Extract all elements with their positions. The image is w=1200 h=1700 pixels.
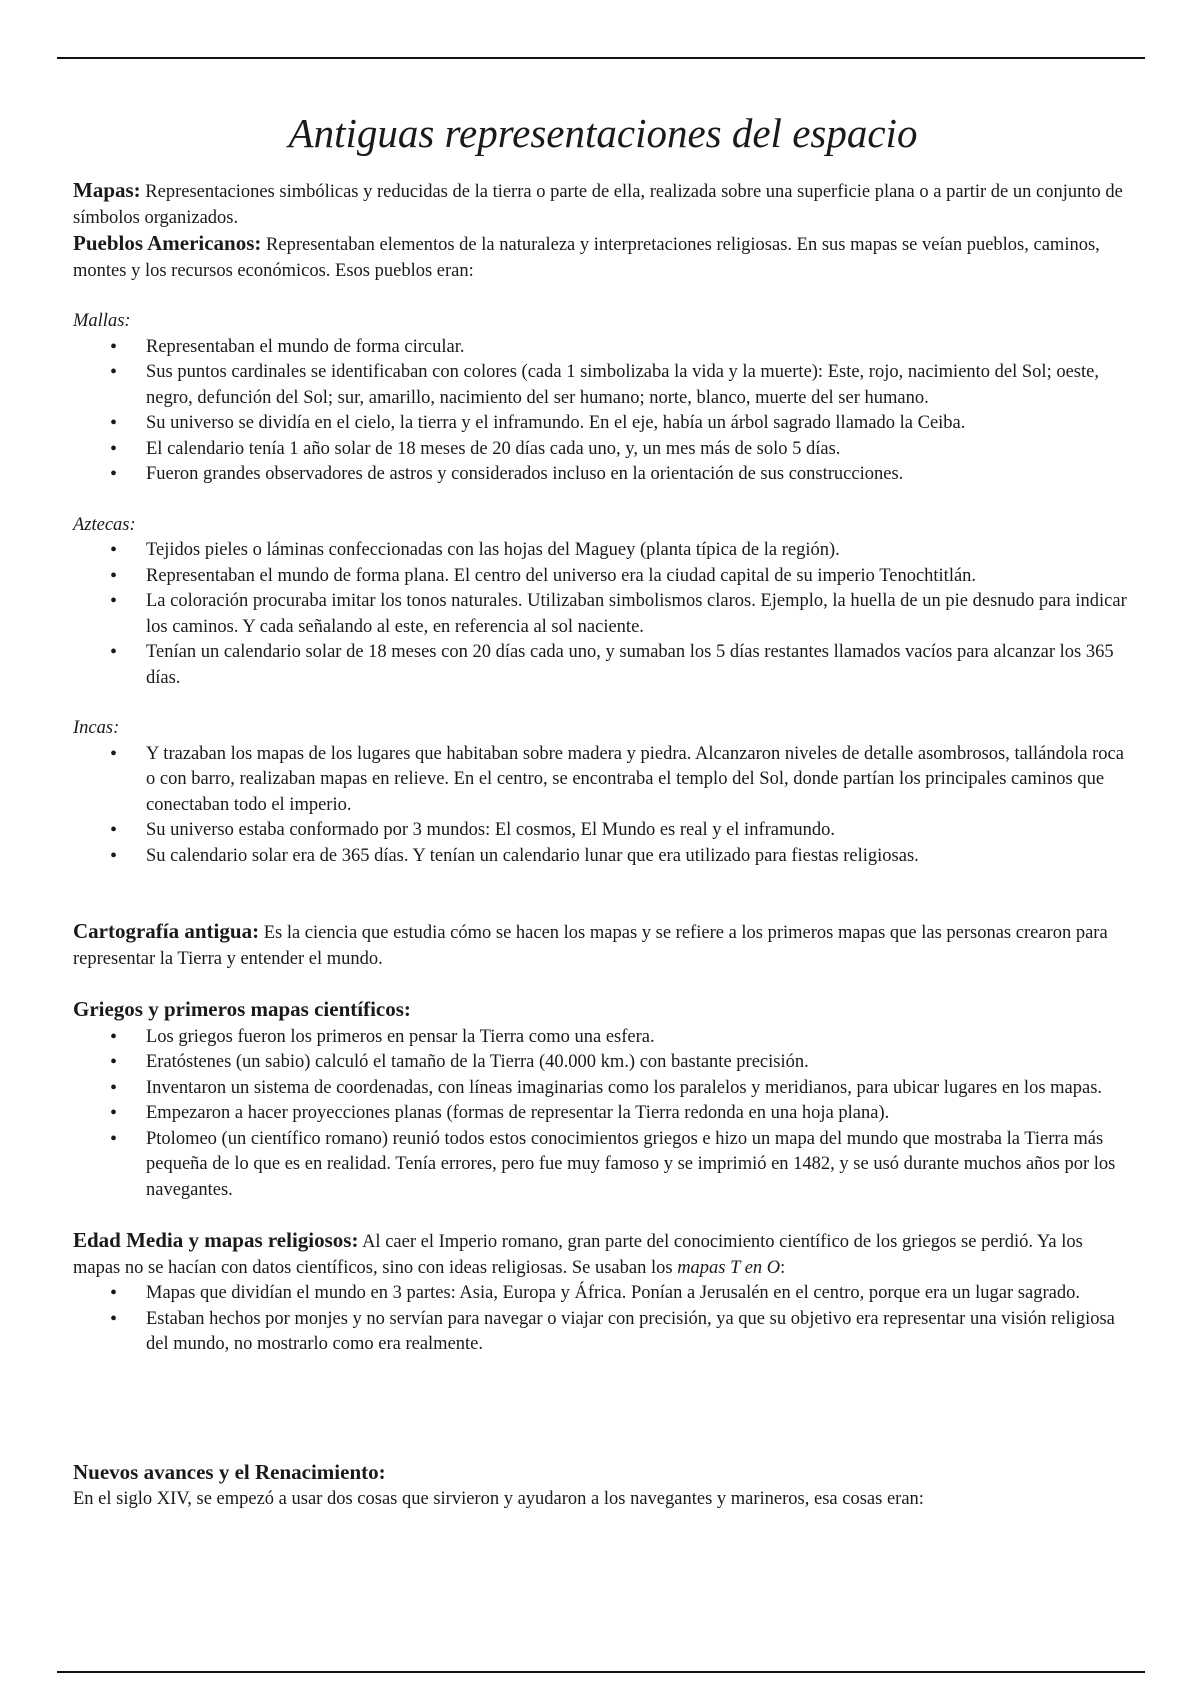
incas-list xyxy=(73,742,1133,870)
list-item: • Los griegos fueron los primeros en pensar la Tierra como una esfera. xyxy=(146,1025,1133,1051)
cartografia-text: Es la ciencia que estudia cómo se hacen los mapas y se refiere a los primeros mapas que las personas crearon para representar la Tierra y entender el mundo. xyxy=(73,923,1108,969)
mapas-t-en-o: mapas T en O xyxy=(677,1257,781,1278)
list-item: • Ptolomeo (un científico romano) reunió todos estos conocimientos griegos e hizo un mapa del mundo que mostraba la Tierra más pequeña de lo que es en realidad. Tenía errores, pero fue muy famoso y se imprimió en 1482, y se usó durante muchos años por los navegantes. xyxy=(146,1127,1133,1204)
mayas-list xyxy=(73,335,1133,488)
spacer xyxy=(73,1358,1133,1460)
spacer xyxy=(73,869,1133,919)
list-item: • Su universo estaba conformado por 3 mundos: El cosmos, El Mundo es real y el inframundo. xyxy=(146,818,1133,844)
cartografia-definition xyxy=(73,919,1133,972)
edad-media-label: Edad Media y mapas religiosos: xyxy=(73,1228,359,1252)
edad-media-list xyxy=(73,1281,1133,1358)
top-rule xyxy=(57,57,1145,59)
renacimiento-text: En el siglo XIV, se empezó a usar dos cosas que sirvieron y ayudaron a los navegantes y marineros, esa cosas eran: xyxy=(73,1489,924,1509)
document-body xyxy=(73,104,1133,1513)
griegos-heading-line xyxy=(73,997,1133,1025)
list-item: • Eratóstenes (un sabio) calculó el tamaño de la Tierra (40.000 km.) con bastante precisión. xyxy=(146,1050,1133,1076)
list-item: • Tejidos pieles o láminas confeccionadas con las hojas del Maguey (planta típica de la región). xyxy=(146,538,1133,564)
renacimiento-heading: Nuevos avances y el Renacimiento: xyxy=(73,1459,386,1484)
edad-media-definition xyxy=(73,1228,1133,1281)
list-item: • Representaban el mundo de forma circular. xyxy=(146,335,1133,361)
cartografia-label: Cartografía antigua: xyxy=(73,919,260,943)
mapas-definition xyxy=(73,178,1133,231)
edad-media-tail: : xyxy=(780,1257,786,1278)
list-item: • Representaban el mundo de forma plana. El centro del universo era la ciudad capital de su imperio Tenochtitlán. xyxy=(146,564,1133,590)
pueblos-americanos-definition xyxy=(73,231,1133,284)
mapas-text: Representaciones simbólicas y reducidas de la tierra o parte de ella, realizada sobre una superficie plana o a partir de un conjunto de símbolos organizados. xyxy=(73,182,1123,228)
renacimiento-heading-line xyxy=(73,1460,1133,1488)
aztecas-heading: Aztecas: xyxy=(73,514,136,535)
pueblos-americanos-label: Pueblos Americanos: xyxy=(73,231,262,255)
list-item: • La coloración procuraba imitar los tonos naturales. Utilizaban simbolismos claros. Ejemplo, la huella de un pie desnudo para indicar los caminos. Y cada señalando al este, en referencia al sol naciente. xyxy=(146,589,1133,640)
spacer xyxy=(73,1203,1133,1228)
list-item: • Estaban hechos por monjes y no servían para navegar o viajar con precisión, ya que su objetivo era representar una visión religiosa del mundo, no mostrarlo como era realmente. xyxy=(146,1307,1133,1358)
spacer xyxy=(73,284,1133,309)
list-item: • Y trazaban los mapas de los lugares que habitaban sobre madera y piedra. Alcanzaron niveles de detalle asombrosos, tallándola roca o con barro, realizaban mapas en relieve. En el centro, se encontraba el templo del Sol, donde partían los principales caminos que conectaban todo el imperio. xyxy=(146,742,1133,819)
bottom-rule xyxy=(57,1671,1145,1673)
pueblos-americanos-text: Representaban elementos de la naturaleza y interpretaciones religiosas. En sus mapas se veían pueblos, caminos, montes y los recursos económicos. Esos pueblos eran: xyxy=(73,235,1100,281)
list-item: • Fueron grandes observadores de astros y considerados incluso en la orientación de sus construcciones. xyxy=(146,462,1133,488)
page-title: Antiguas representaciones del espacio xyxy=(288,110,918,156)
list-item: • Tenían un calendario solar de 18 meses con 20 días cada uno, y sumaban los 5 días restantes llamados vacíos para alcanzar los 365 días. xyxy=(146,640,1133,691)
list-item: • Sus puntos cardinales se identificaban con colores (cada 1 simbolizaba la vida y la muerte): Este, rojo, nacimiento del Sol; oeste, negro, defunción del Sol; sur, amarillo, nacimiento del ser humano; norte, blanco, muerte del ser humano. xyxy=(146,360,1133,411)
mapas-label: Mapas: xyxy=(73,178,141,202)
griegos-list xyxy=(73,1025,1133,1204)
griegos-heading: Griegos y primeros mapas científicos: xyxy=(73,997,411,1021)
list-item: • Su universo se dividía en el cielo, la tierra y el inframundo. En el eje, había un árbol sagrado llamado la Ceiba. xyxy=(146,411,1133,437)
list-item: • Su calendario solar era de 365 días. Y tenían un calendario lunar que era utilizado para fiestas religiosas. xyxy=(146,844,1133,870)
list-item: • Empezaron a hacer proyecciones planas (formas de representar la Tierra redonda en una hoja plana). xyxy=(146,1101,1133,1127)
spacer xyxy=(73,691,1133,716)
spacer xyxy=(73,972,1133,997)
spacer xyxy=(73,488,1133,513)
list-item: • Mapas que dividían el mundo en 3 partes: Asia, Europa y África. Ponían a Jerusalén en el centro, porque era un lugar sagrado. xyxy=(146,1281,1133,1307)
list-item: • Inventaron un sistema de coordenadas, con líneas imaginarias como los paralelos y meridianos, para ubicar lugares en los mapas. xyxy=(146,1076,1133,1102)
mayas-heading: Mallas: xyxy=(73,311,131,331)
edad-media-text: Al caer el Imperio romano, gran parte del conocimiento científico de los griegos se perdió. Ya los mapas no se hacían con datos científicos, sino con ideas religiosas. Se usaban los xyxy=(73,1232,1083,1278)
aztecas-list xyxy=(73,538,1133,691)
list-item: • El calendario tenía 1 año solar de 18 meses de 20 días cada uno, y, un mes más de solo 5 días. xyxy=(146,437,1133,463)
incas-heading: Incas: xyxy=(73,718,120,738)
